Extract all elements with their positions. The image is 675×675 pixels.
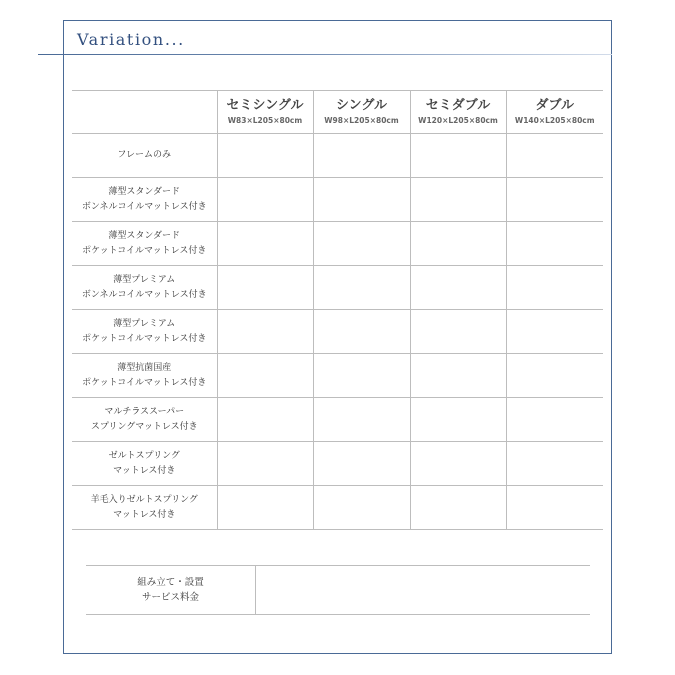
row-label-line1: ゼルトスプリング (108, 450, 180, 461)
row-label-line1: 羊毛入りゼルトスプリング (90, 494, 198, 505)
row-label-cell (72, 266, 217, 310)
table-row (72, 134, 603, 178)
table-cell (313, 266, 410, 310)
table-cell (506, 266, 603, 310)
size-name: シングル (335, 98, 388, 113)
row-label-line1: 薄型プレミアム (113, 274, 176, 285)
size-dimensions: W83×L205×80cm (227, 116, 303, 125)
row-label-line1: 薄型スタンダード (108, 186, 181, 197)
size-dimensions: W140×L205×80cm (514, 116, 595, 125)
table-cell (313, 398, 410, 442)
table-cell (217, 222, 313, 266)
row-label-line2: ボンネルコイルマットレス付き (81, 201, 207, 212)
table-cell (313, 486, 410, 530)
table-cell (313, 222, 410, 266)
table-cell (217, 178, 313, 222)
table-cell (410, 354, 506, 398)
table-cell (410, 266, 506, 310)
size-name: セミシングル (226, 98, 304, 113)
row-label-line1: 薄型プレミアム (113, 318, 176, 329)
size-header-semi-double (410, 91, 506, 134)
size-header-semi-single (217, 91, 313, 134)
table-row (72, 266, 603, 310)
row-label-cell (72, 354, 217, 398)
table-row (72, 354, 603, 398)
header-blank-cell (72, 91, 217, 134)
row-label-line1: フレームのみ (117, 150, 172, 160)
row-label-cell (72, 134, 217, 178)
size-name: ダブル (535, 98, 574, 113)
row-label-line2: マットレス付き (113, 509, 176, 520)
table-cell (506, 486, 603, 530)
size-header-row (72, 91, 603, 134)
table-cell (506, 222, 603, 266)
row-label-cell (72, 222, 217, 266)
table-cell (410, 310, 506, 354)
size-dimensions: W98×L205×80cm (324, 116, 399, 125)
table-row (72, 398, 603, 442)
row-label-line1: マルチラススーパー (104, 406, 185, 417)
table-cell (410, 398, 506, 442)
row-label-cell (72, 486, 217, 530)
size-dimensions: W120×L205×80cm (418, 116, 498, 125)
table-cell (410, 222, 506, 266)
table-row (72, 486, 603, 530)
table-cell (313, 178, 410, 222)
table-cell (410, 178, 506, 222)
row-label-line2: スプリングマットレス付き (90, 421, 198, 432)
table-cell (313, 134, 410, 178)
table-cell (506, 178, 603, 222)
service-fee-label-line2: サービス料金 (141, 592, 199, 603)
table-cell (313, 310, 410, 354)
row-label-line2: ポケットコイルマットレス付き (82, 333, 207, 344)
row-label-cell (72, 178, 217, 222)
table-row (72, 178, 603, 222)
row-label-cell (72, 398, 217, 442)
table-cell (410, 486, 506, 530)
table-cell (506, 354, 603, 398)
table-cell (313, 442, 410, 486)
row-label-line1: 薄型スタンダード (108, 230, 181, 241)
table-cell (506, 398, 603, 442)
size-header-double (506, 91, 603, 134)
row-label-line2: マットレス付き (113, 465, 176, 476)
service-divider (255, 566, 256, 614)
table-cell (217, 310, 313, 354)
table-row (72, 222, 603, 266)
variation-table (72, 90, 603, 530)
service-fee-label-line1: 組み立て・設置 (137, 577, 204, 588)
table-row (72, 442, 603, 486)
row-label-line2: ポケットコイルマットレス付き (82, 245, 207, 256)
table-cell (217, 442, 313, 486)
row-label-cell (72, 442, 217, 486)
table-cell (506, 134, 603, 178)
table-cell (410, 134, 506, 178)
table-cell (506, 310, 603, 354)
service-bottom-rule (86, 614, 590, 615)
size-header-single (313, 91, 410, 134)
service-fee-label (86, 566, 255, 614)
table-row (72, 310, 603, 354)
row-label-line2: ポケットコイルマットレス付き (82, 377, 207, 388)
table-cell (313, 354, 410, 398)
row-label-cell (72, 310, 217, 354)
table-cell (217, 266, 313, 310)
table-cell (410, 442, 506, 486)
table-cell (217, 398, 313, 442)
table-cell (217, 134, 313, 178)
title-underline (38, 54, 612, 55)
row-label-line1: 薄型抗菌国産 (117, 362, 172, 373)
table-cell (506, 442, 603, 486)
table-cell (217, 486, 313, 530)
table-cell (217, 354, 313, 398)
size-name: セミダブル (425, 98, 491, 113)
row-label-line2: ボンネルコイルマットレス付き (81, 289, 207, 300)
page-title: Variation... (77, 30, 185, 49)
